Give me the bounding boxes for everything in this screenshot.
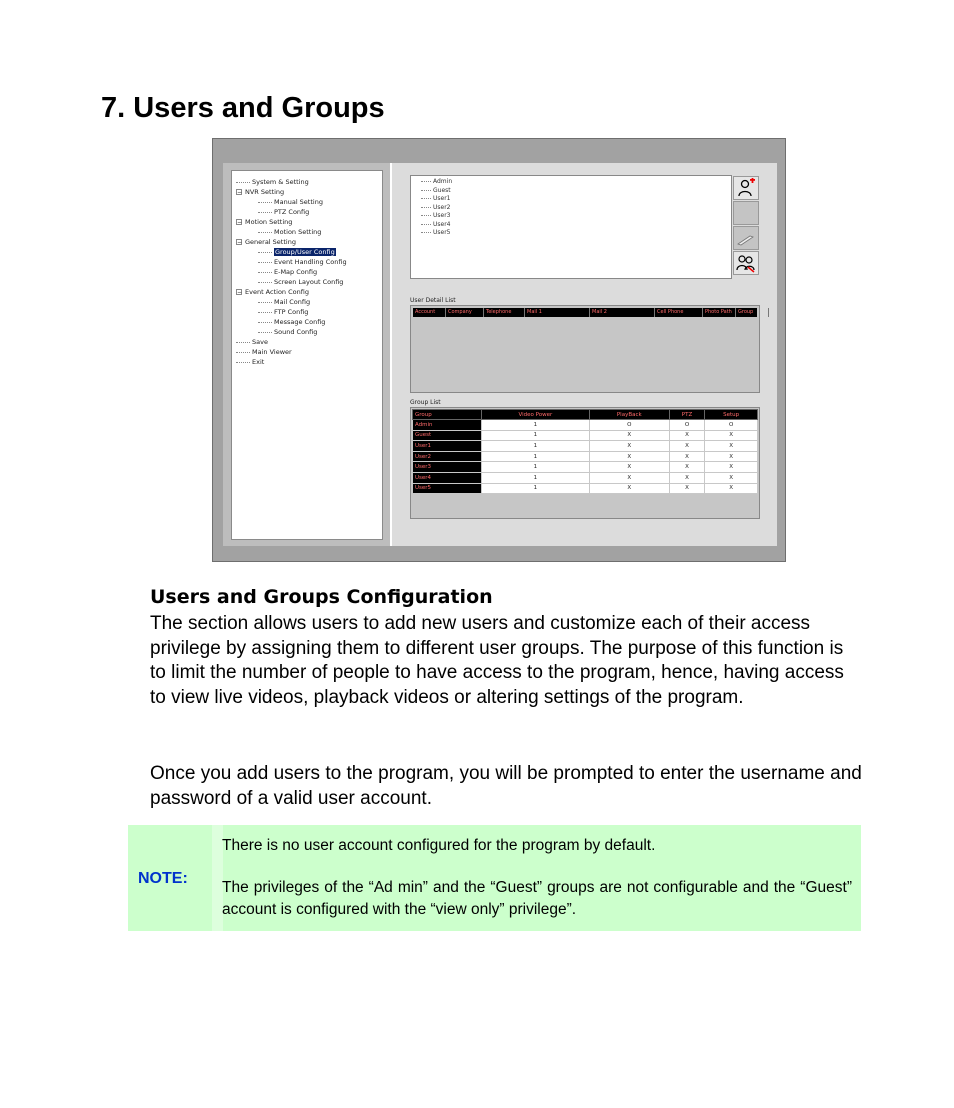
user-list-item[interactable]: User1 (421, 195, 452, 204)
group-permission-cell[interactable]: 1 (482, 472, 590, 483)
group-name-cell: Guest (413, 430, 482, 441)
group-permission-cell[interactable]: O (705, 420, 758, 431)
user-detail-column-header[interactable]: Mail 1 (525, 308, 590, 317)
group-permission-cell[interactable]: X (705, 430, 758, 441)
settings-tree-panel (231, 170, 383, 540)
note-label: NOTE: (138, 870, 188, 887)
group-table (412, 409, 758, 494)
tree-item[interactable] (236, 297, 347, 307)
group-row[interactable] (413, 451, 758, 462)
tree-item[interactable] (236, 197, 347, 207)
tree-item[interactable] (236, 347, 347, 357)
group-column-header[interactable]: Video Power (482, 410, 590, 420)
group-permission-cell[interactable]: X (589, 462, 669, 473)
group-name-cell: User3 (413, 462, 482, 473)
tree-item[interactable] (236, 207, 347, 217)
intro-paragraph: The section allows users to add new users and customize each of their access privilege by assigning them to different user groups. The purpose of this function is to limit the number of people to have access to the program, hence, having access to view live videos, playback videos or altering settings of the program. (150, 613, 844, 709)
tree-item-label: System & Setting (252, 178, 309, 186)
tree-item-label: Event Action Config (245, 288, 309, 296)
group-user-config-panel (390, 163, 777, 546)
group-name-cell: User1 (413, 441, 482, 452)
group-permission-cell[interactable]: X (669, 451, 704, 462)
tree-item[interactable] (236, 187, 347, 197)
tree-item-label: General Setting (245, 238, 296, 246)
user-list-item[interactable]: User2 (421, 204, 452, 213)
user-list-item[interactable]: User3 (421, 212, 452, 221)
collapse-icon[interactable]: − (237, 239, 243, 246)
group-column-header[interactable]: PTZ (669, 410, 704, 420)
group-list-label: Group List (410, 399, 441, 406)
group-users-icon (736, 253, 756, 273)
user-list-item[interactable]: Admin (421, 178, 452, 187)
tree-item[interactable] (236, 247, 347, 257)
user-detail-header (413, 308, 757, 317)
tree-item[interactable] (236, 317, 347, 327)
group-name-cell: User5 (413, 483, 482, 494)
group-row[interactable] (413, 420, 758, 431)
settings-tree (236, 177, 347, 367)
group-column-header[interactable]: Group (413, 410, 482, 420)
tree-item-label: Exit (252, 358, 265, 366)
group-permission-cell[interactable]: X (669, 462, 704, 473)
blank-button[interactable] (733, 201, 759, 225)
login-paragraph: Once you add users to the program, you will be prompted to enter the username and password of a valid user account. (150, 763, 862, 809)
group-permission-cell[interactable]: X (589, 472, 669, 483)
group-permission-cell[interactable]: X (589, 441, 669, 452)
tree-item[interactable] (236, 287, 347, 297)
group-permission-cell[interactable]: X (705, 472, 758, 483)
tree-item-label: PTZ Config (274, 208, 310, 216)
group-permission-cell[interactable]: X (705, 441, 758, 452)
tree-item[interactable] (236, 217, 347, 227)
user-detail-column-header[interactable]: Telephone (484, 308, 525, 317)
tree-item[interactable] (236, 307, 347, 317)
tree-item[interactable] (236, 327, 347, 337)
tree-item-label: FTP Config (274, 308, 309, 316)
group-permission-cell[interactable]: X (589, 483, 669, 494)
tree-item-label: Motion Setting (245, 218, 293, 226)
group-column-header[interactable]: PlayBack (589, 410, 669, 420)
group-name-cell: Admin (413, 420, 482, 431)
user-detail-column-header[interactable]: Group (736, 308, 769, 317)
user-detail-column-header[interactable]: Photo Path (703, 308, 736, 317)
group-permission-cell[interactable]: 1 (482, 430, 590, 441)
edit-user-button[interactable] (733, 226, 759, 250)
add-user-icon (736, 178, 756, 198)
add-user-button[interactable] (733, 176, 759, 200)
group-permission-cell[interactable]: X (589, 451, 669, 462)
user-tree-list (410, 175, 732, 279)
tree-item[interactable] (236, 177, 347, 187)
group-list (410, 407, 760, 519)
group-column-header[interactable]: Setup (705, 410, 758, 420)
tree-item-label: NVR Setting (245, 188, 285, 196)
tree-item[interactable] (236, 267, 347, 277)
tree-item[interactable] (236, 357, 347, 367)
tree-item[interactable] (236, 227, 347, 237)
group-permission-cell[interactable]: X (669, 441, 704, 452)
section-subtitle: Users and Groups Configuration (150, 586, 493, 608)
user-detail-column-header[interactable]: Company (446, 308, 484, 317)
tree-item-label: E-Map Config (274, 268, 318, 276)
group-permission-cell[interactable]: X (705, 451, 758, 462)
user-list-item[interactable]: User4 (421, 221, 452, 230)
group-permission-cell[interactable]: 1 (482, 483, 590, 494)
user-detail-column-header[interactable]: Cell Phone (655, 308, 703, 317)
collapse-icon[interactable]: − (237, 289, 243, 296)
group-permission-cell[interactable]: X (669, 483, 704, 494)
group-permission-cell[interactable]: X (705, 462, 758, 473)
user-detail-column-header[interactable]: Mail 2 (590, 308, 655, 317)
note-line-default-account: There is no user account configured for the program by default. (222, 837, 656, 854)
tree-item-label: Group/User Config (275, 248, 335, 256)
tree-item[interactable] (236, 237, 347, 247)
user-list-item[interactable]: User5 (421, 229, 452, 238)
group-name-cell: User2 (413, 451, 482, 462)
group-permission-cell[interactable]: X (669, 430, 704, 441)
group-permission-cell[interactable]: 1 (482, 420, 590, 431)
group-permission-cell[interactable]: X (705, 483, 758, 494)
group-permission-cell[interactable]: 1 (482, 451, 590, 462)
group-row[interactable] (413, 462, 758, 473)
tree-item-label: Motion Setting (274, 228, 322, 236)
group-row[interactable] (413, 483, 758, 494)
tree-item[interactable] (236, 337, 347, 347)
note-box (128, 825, 861, 931)
tree-item-label: Main Viewer (252, 348, 292, 356)
app-window (223, 163, 775, 546)
tree-item-label: Save (252, 338, 268, 346)
tree-item-label: Manual Setting (274, 198, 323, 206)
user-detail-list (410, 305, 760, 393)
tree-item-label: Screen Layout Config (274, 278, 344, 286)
group-permission-cell[interactable]: 1 (482, 441, 590, 452)
tree-item-label: Message Config (274, 318, 326, 326)
group-permission-cell[interactable]: O (669, 420, 704, 431)
collapse-icon[interactable]: − (237, 219, 243, 226)
group-name-cell: User4 (413, 472, 482, 483)
tree-item-label: Sound Config (274, 328, 318, 336)
group-permission-cell[interactable]: 1 (482, 462, 590, 473)
tree-item-label: Mail Config (274, 298, 311, 306)
app-screenshot (212, 138, 786, 562)
group-row[interactable] (413, 430, 758, 441)
user-detail-list-label: User Detail List (410, 297, 456, 304)
group-row[interactable] (413, 472, 758, 483)
collapse-icon[interactable]: − (237, 189, 243, 196)
note-line-privileges: The privileges of the “Ad min” and the “Guest” groups are not configurable and the “Guest” account is configured with the “view only” privilege”. (222, 879, 852, 918)
tree-item-label: Event Handling Config (274, 258, 347, 266)
tree-item[interactable] (236, 277, 347, 287)
group-row[interactable] (413, 441, 758, 452)
user-list-item[interactable]: Guest (421, 187, 452, 196)
group-users-button[interactable] (733, 251, 759, 275)
user-detail-column-header[interactable]: Account (413, 308, 446, 317)
edit-icon (736, 228, 756, 248)
page-title: 7. Users and Groups (101, 92, 385, 124)
tree-item[interactable] (236, 257, 347, 267)
group-permission-cell[interactable]: X (669, 472, 704, 483)
group-permission-cell[interactable]: O (589, 420, 669, 431)
group-permission-cell[interactable]: X (589, 430, 669, 441)
